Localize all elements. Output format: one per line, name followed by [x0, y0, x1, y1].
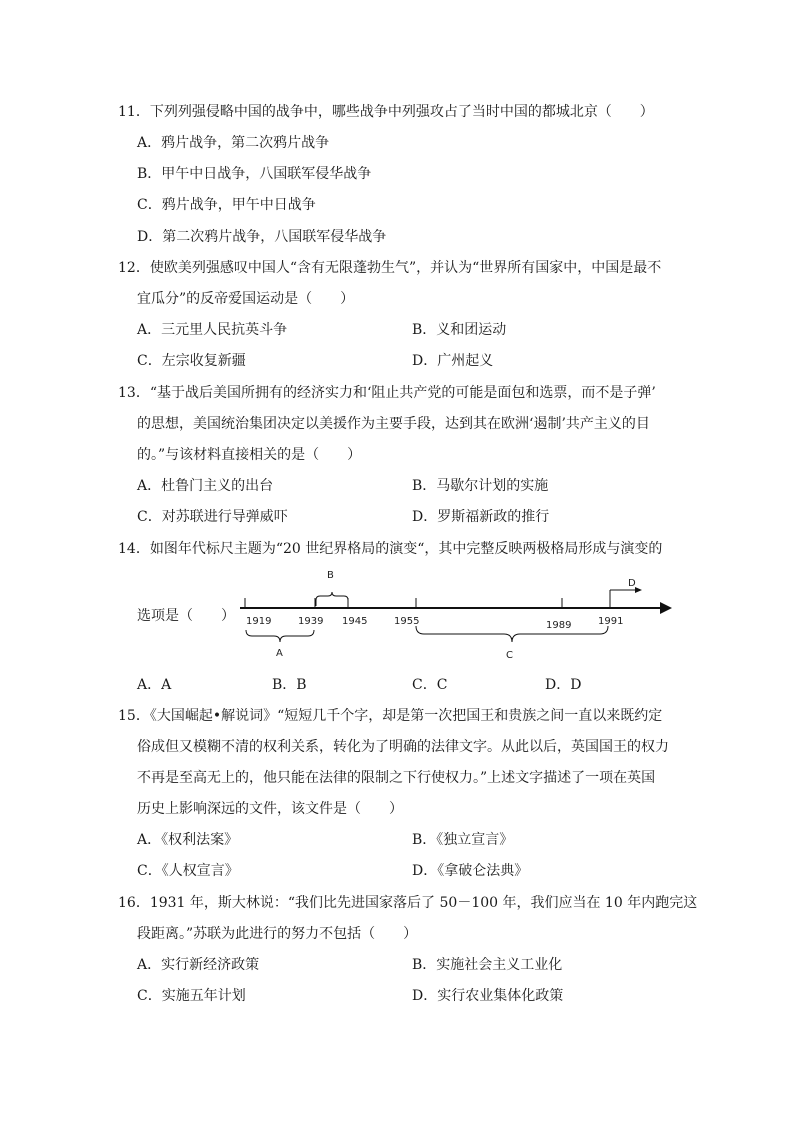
q14-option-c: C．C	[412, 677, 448, 693]
q15-stem-line1: 15．《大国崛起•解说词》“短短几千个字，却是第一次把国王和贵族之间一直以来既约定	[118, 708, 663, 724]
q16-stem-line2: 段距离。”苏联为此进行的努力不包括（ ）	[137, 926, 418, 942]
label-a: A	[276, 648, 283, 659]
label-c: C	[506, 650, 513, 661]
year-label-1955: 1955	[394, 616, 420, 627]
brace-c	[416, 626, 608, 642]
label-b: B	[327, 570, 334, 581]
year-label-1939: 1939	[298, 616, 324, 627]
q11-option-a: A．鸦片战争，第二次鸦片战争	[137, 135, 330, 151]
q13-stem-line2: 的思想，美国统治集团决定以美援作为主要手段，达到其在欧洲‘遏制’共产主义的目	[137, 416, 650, 432]
q16-option-d: D．实行农业集体化政策	[412, 988, 564, 1004]
q15-stem-line3: 不再是至高无上的，他只能在法律的限制之下行使权力。”上述文字描述了一项在英国	[137, 770, 656, 786]
d-arrow-head	[635, 587, 642, 593]
q13-stem-line3: 的。”与该材料直接相关的是（ ）	[137, 447, 362, 463]
q12-option-c: C．左宗收复新疆	[137, 353, 246, 369]
brace-a	[246, 630, 314, 642]
q16-stem-line1: 16．1931 年，斯大林说：“我们比先进国家落后了 50－100 年，我们应当在 10 年内跑完这	[118, 895, 698, 911]
q16-option-c: C．实施五年计划	[137, 988, 246, 1004]
q15-option-a: A．《权利法案》	[137, 832, 239, 848]
q12-stem-line2: 宜瓜分”的反帝爱国运动是（ ）	[137, 291, 355, 307]
q12-option-b: B．义和团运动	[412, 322, 507, 338]
q14-option-a: A．A	[137, 677, 172, 693]
q14-stem-line2: 选项是（ ）	[137, 608, 235, 624]
q14-option-b: B．B	[272, 677, 307, 693]
brace-b	[316, 592, 348, 606]
q15-option-c: C．《人权宣言》	[137, 863, 239, 879]
q15-option-b: B．《独立宣言》	[412, 832, 514, 848]
q16-option-a: A．实行新经济政策	[137, 957, 260, 973]
q12-option-a: A．三元里人民抗英斗争	[137, 322, 288, 338]
q11-option-d: D．第二次鸦片战争，八国联军侵华战争	[137, 229, 387, 245]
q13-option-b: B．马歇尔计划的实施	[412, 478, 549, 494]
q12-option-d: D．广州起义	[412, 353, 494, 369]
q11-stem: 11．下列列强侵略中国的战争中，哪些战争中列强攻占了当时中国的都城北京（ ）	[118, 104, 654, 120]
timeline-arrowhead	[660, 602, 672, 614]
q13-stem-line1: 13．“基于战后美国所拥有的经济实力和‘阻止共产党的可能是面包和选票，而不是子弹’	[118, 385, 656, 401]
q14-stem-line1: 14．如图年代标尺主题为“20 世纪界格局的演变“，其中完整反映两极格局形成与演变的	[118, 541, 663, 557]
q13-option-c: C．对苏联进行导弹威吓	[137, 509, 288, 525]
year-label-1991: 1991	[598, 616, 624, 627]
timeline-diagram	[236, 562, 676, 662]
year-label-1989: 1989	[546, 620, 572, 631]
q15-stem-line4: 历史上影响深远的文件，该文件是（ ）	[137, 801, 403, 817]
q11-option-b: B．甲午中日战争，八国联军侵华战争	[137, 166, 372, 182]
year-label-1919: 1919	[246, 616, 272, 627]
q16-option-b: B．实施社会主义工业化	[412, 957, 563, 973]
q13-option-a: A．杜鲁门主义的出台	[137, 478, 274, 494]
q14-option-d: D．D	[545, 677, 582, 693]
q15-stem-line2: 俗成但又模糊不清的权利关系，转化为了明确的法律文字。从此以后，英国国王的权力	[137, 739, 669, 755]
q15-option-d: D．《拿破仑法典》	[412, 863, 529, 879]
year-label-1945: 1945	[342, 616, 368, 627]
q11-option-c: C．鸦片战争，甲午中日战争	[137, 197, 316, 213]
label-d: D	[628, 578, 636, 589]
q13-option-d: D．罗斯福新政的推行	[412, 509, 550, 525]
q12-stem-line1: 12．使欧美列强感叹中国人“含有无限蓬勃生气”，并认为“世界所有国家中，中国是最不	[118, 260, 662, 276]
